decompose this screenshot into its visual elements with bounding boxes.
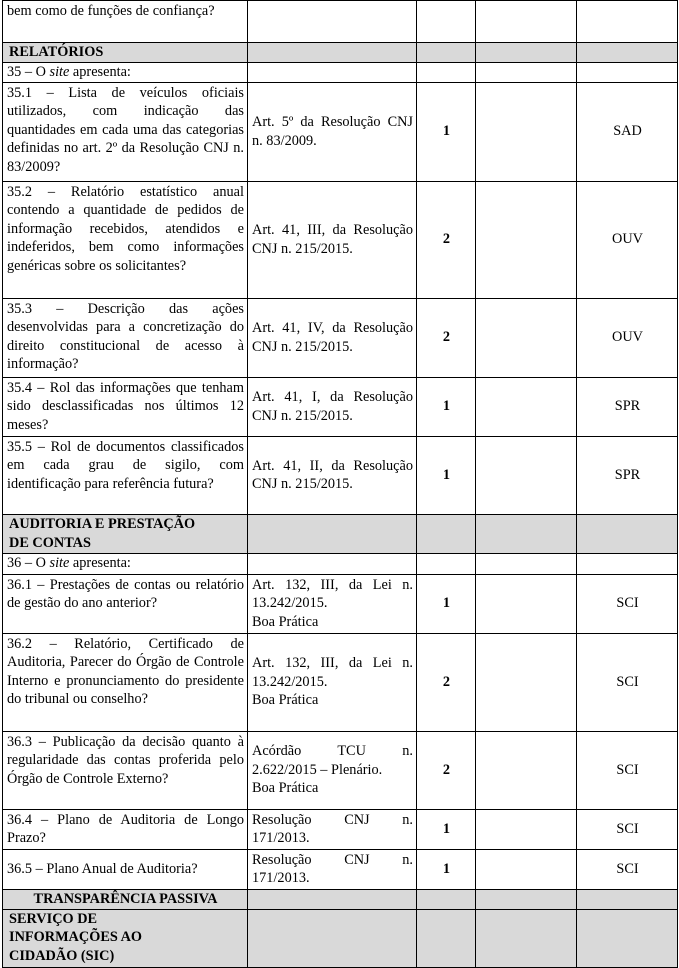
points-cell: 2 xyxy=(417,731,476,809)
points-cell: 1 xyxy=(417,849,476,889)
table-row xyxy=(3,731,678,809)
question-cell: bem como de funções de confiança? xyxy=(3,1,248,43)
responsible-cell: SAD xyxy=(577,82,678,181)
section-title: TRANSPARÊNCIA PASSIVA xyxy=(3,889,248,909)
question-cell: 36.5 – Plano Anual de Auditoria? xyxy=(3,849,248,889)
table-row xyxy=(3,809,678,849)
intro-row xyxy=(3,63,678,83)
reference-cell: Resolução CNJ n. 171/2013. xyxy=(248,809,417,849)
section-title: RELATÓRIOS xyxy=(3,43,248,63)
responsible-cell: SCI xyxy=(577,809,678,849)
table-row xyxy=(3,1,678,43)
intro-text: 35 – O site apresenta: xyxy=(3,63,248,83)
question-cell: 36.2 – Relatório, Certificado de Auditoria, Parecer do Órgão de Controle Interno e pronunciamento do presidente do tribunal ou conselho? xyxy=(3,633,248,731)
reference-cell: Resolução CNJ n. 171/2013. xyxy=(248,849,417,889)
points-cell: 1 xyxy=(417,436,476,514)
table-row xyxy=(3,574,678,633)
responsible-cell: OUV xyxy=(577,298,678,377)
intro-text: 36 – O site apresenta: xyxy=(3,553,248,574)
section-title: AUDITORIA E PRESTAÇÃO DE CONTAS xyxy=(3,514,248,553)
responsible-cell: SCI xyxy=(577,633,678,731)
responsible-cell: SCI xyxy=(577,731,678,809)
transparency-checklist-table xyxy=(2,0,678,968)
points-cell: 1 xyxy=(417,82,476,181)
section-title: SERVIÇO DE INFORMAÇÕES AO CIDADÃO (SIC) xyxy=(3,909,248,967)
reference-cell: Art. 41, I, da Resolução CNJ n. 215/2015. xyxy=(248,377,417,436)
points-cell: 1 xyxy=(417,809,476,849)
section-header-sic xyxy=(3,909,678,967)
table-row xyxy=(3,298,678,377)
question-cell: 36.3 – Publicação da decisão quanto à regularidade das contas proferida pelo Órgão de Controle Externo? xyxy=(3,731,248,809)
section-header-auditoria xyxy=(3,514,678,553)
points-cell: 2 xyxy=(417,298,476,377)
table-row xyxy=(3,849,678,889)
section-header-transparencia-passiva xyxy=(3,889,678,909)
responsible-cell: SPR xyxy=(577,436,678,514)
responsible-cell: OUV xyxy=(577,181,678,298)
points-cell: 1 xyxy=(417,574,476,633)
table-row xyxy=(3,633,678,731)
reference-cell: Art. 5º da Resolução CNJ n. 83/2009. xyxy=(248,82,417,181)
reference-cell: Acórdão TCU n. 2.622/2015 – Plenário. Boa Prática xyxy=(248,731,417,809)
section-header-relatorios xyxy=(3,43,678,63)
responsible-cell: SCI xyxy=(577,574,678,633)
reference-cell: Art. 132, III, da Lei n. 13.242/2015. Boa Prática xyxy=(248,633,417,731)
intro-row xyxy=(3,553,678,574)
reference-cell: Art. 132, III, da Lei n. 13.242/2015. Boa Prática xyxy=(248,574,417,633)
table-row xyxy=(3,436,678,514)
reference-cell: Art. 41, II, da Resolução CNJ n. 215/2015. xyxy=(248,436,417,514)
question-cell: 35.1 – Lista de veículos oficiais utilizados, com indicação das quantidades em cada uma das categorias definidas no art. 2º da Resolução CNJ n. 83/2009? xyxy=(3,82,248,181)
question-cell: 35.5 – Rol de documentos classificados em cada grau de sigilo, com identificação para referência futura? xyxy=(3,436,248,514)
points-cell: 1 xyxy=(417,377,476,436)
reference-cell: Art. 41, III, da Resolução CNJ n. 215/2015. xyxy=(248,181,417,298)
question-cell: 35.3 – Descrição das ações desenvolvidas para a concretização do direito constitucional de acesso à informação? xyxy=(3,298,248,377)
table-row xyxy=(3,82,678,181)
question-cell: 35.4 – Rol das informações que tenham sido desclassificadas nos últimos 12 meses? xyxy=(3,377,248,436)
points-cell: 2 xyxy=(417,181,476,298)
points-cell: 2 xyxy=(417,633,476,731)
responsible-cell: SPR xyxy=(577,377,678,436)
table-row xyxy=(3,377,678,436)
responsible-cell: SCI xyxy=(577,849,678,889)
question-cell: 35.2 – Relatório estatístico anual contendo a quantidade de pedidos de informação recebidos, atendidos e indeferidos, bem como informações genéricas sobre os solicitantes? xyxy=(3,181,248,298)
question-cell: 36.1 – Prestações de contas ou relatório de gestão do ano anterior? xyxy=(3,574,248,633)
reference-cell: Art. 41, IV, da Resolução CNJ n. 215/2015. xyxy=(248,298,417,377)
table-row xyxy=(3,181,678,298)
question-cell: 36.4 – Plano de Auditoria de Longo Prazo? xyxy=(3,809,248,849)
